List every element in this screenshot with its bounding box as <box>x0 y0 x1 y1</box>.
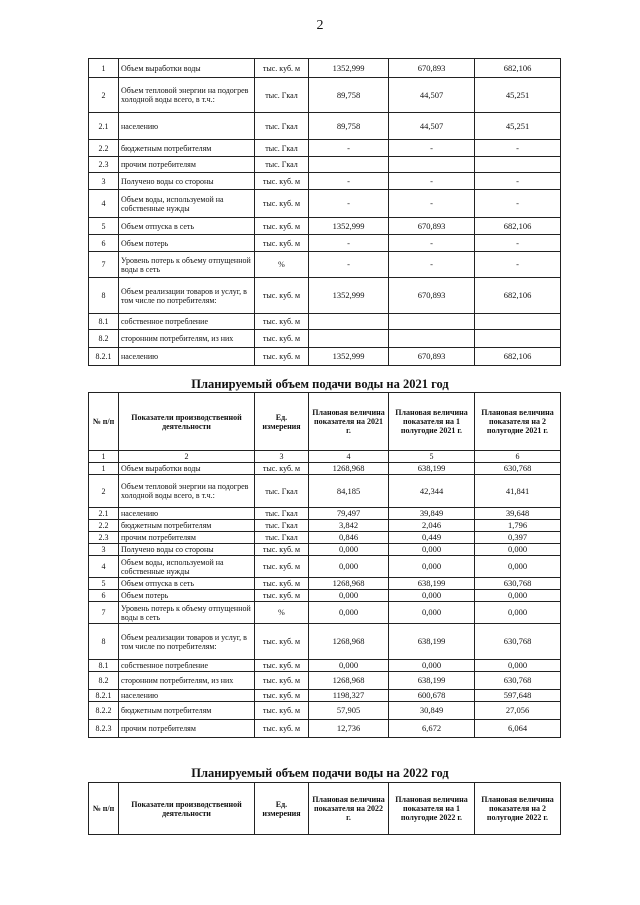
row-value-half1: 638,199 <box>389 578 475 590</box>
row-number: 8.2.3 <box>89 720 119 738</box>
section-title-2021: Планируемый объем подачи воды на 2021 год <box>191 377 449 391</box>
row-value-year: 0,000 <box>309 590 389 602</box>
row-number: 2.1 <box>89 508 119 520</box>
row-indicator-name: Объем отпуска в сеть <box>119 578 255 590</box>
row-indicator-name: бюджетным потребителям <box>119 702 255 720</box>
row-number: 4 <box>89 556 119 578</box>
table-row <box>89 602 561 624</box>
row-indicator-name: Объем воды, используемой на собственные нужды <box>119 190 255 218</box>
row-number: 8 <box>89 278 119 314</box>
row-number: 8.2 <box>89 672 119 690</box>
row-number: 3 <box>89 544 119 556</box>
row-value-half1: - <box>389 140 475 157</box>
row-number: 7 <box>89 602 119 624</box>
table-row <box>89 660 561 672</box>
row-unit: тыс. куб. м <box>255 330 309 348</box>
row-value-half2 <box>475 157 561 173</box>
row-value-half1: 0,000 <box>389 590 475 602</box>
row-unit: тыс. Гкал <box>255 532 309 544</box>
row-value-year <box>309 314 389 330</box>
row-unit: тыс. куб. м <box>255 672 309 690</box>
header-v1: Плановая величина показателя на 2021 г. <box>309 393 389 451</box>
row-value-half2: 0,000 <box>475 556 561 578</box>
row-indicator-name: Объем отпуска в сеть <box>119 218 255 235</box>
row-number: 8.1 <box>89 314 119 330</box>
row-unit: тыс. куб. м <box>255 173 309 190</box>
table-row <box>89 590 561 602</box>
table-body <box>89 59 561 366</box>
row-value-half1: 39,849 <box>389 508 475 520</box>
row-value-year: 3,842 <box>309 520 389 532</box>
table-row <box>89 113 561 140</box>
row-unit: тыс. куб. м <box>255 218 309 235</box>
row-unit: тыс. куб. м <box>255 660 309 672</box>
row-number: 8.2.1 <box>89 690 119 702</box>
table-row <box>89 532 561 544</box>
row-number: 2.3 <box>89 532 119 544</box>
row-indicator-name: Объем тепловой энергии на подогрев холодной воды всего, в т.ч.: <box>119 475 255 508</box>
row-value-half2 <box>475 314 561 330</box>
row-number: 8.2.2 <box>89 702 119 720</box>
row-indicator-name: Объем выработки воды <box>119 59 255 78</box>
row-value-year: 1268,968 <box>309 672 389 690</box>
row-value-half2: 630,768 <box>475 578 561 590</box>
row-number: 5 <box>89 218 119 235</box>
row-unit: тыс. куб. м <box>255 463 309 475</box>
row-value-year: 1352,999 <box>309 348 389 366</box>
row-value-half1: 44,507 <box>389 78 475 113</box>
row-indicator-name: прочим потребителям <box>119 720 255 738</box>
row-number: 2.1 <box>89 113 119 140</box>
row-unit: % <box>255 252 309 278</box>
header-v2: Плановая величина показателя на 1 полугодие 2022 г. <box>389 783 475 835</box>
row-indicator-name: Получено воды со стороны <box>119 173 255 190</box>
table-row <box>89 190 561 218</box>
table-row <box>89 252 561 278</box>
row-value-year <box>309 330 389 348</box>
row-unit: тыс. куб. м <box>255 702 309 720</box>
row-value-half2: - <box>475 190 561 218</box>
row-value-year: 12,736 <box>309 720 389 738</box>
row-value-year: - <box>309 235 389 252</box>
row-value-half1: - <box>389 252 475 278</box>
row-value-year: 89,758 <box>309 113 389 140</box>
row-value-year: 84,185 <box>309 475 389 508</box>
table-row <box>89 348 561 366</box>
row-value-half1 <box>389 330 475 348</box>
row-value-half1: 670,893 <box>389 59 475 78</box>
row-indicator-name: Объем выработки воды <box>119 463 255 475</box>
row-value-half1 <box>389 157 475 173</box>
row-indicator-name: сторонним потребителям, из них <box>119 330 255 348</box>
table-row <box>89 330 561 348</box>
table-row <box>89 78 561 113</box>
table-row <box>89 475 561 508</box>
row-value-half1: 0,000 <box>389 602 475 624</box>
row-value-half2: - <box>475 173 561 190</box>
row-value-half1: 6,672 <box>389 720 475 738</box>
table-row <box>89 672 561 690</box>
table-row <box>89 624 561 660</box>
row-number: 2.2 <box>89 140 119 157</box>
row-value-half2: 630,768 <box>475 463 561 475</box>
table-row <box>89 218 561 235</box>
row-number: 8.2.1 <box>89 348 119 366</box>
table-row <box>89 556 561 578</box>
header-unit: Ед. измерения <box>255 783 309 835</box>
row-value-half1: - <box>389 173 475 190</box>
row-number: 1 <box>89 463 119 475</box>
row-value-half2: 45,251 <box>475 78 561 113</box>
row-number: 8 <box>89 624 119 660</box>
row-unit: тыс. Гкал <box>255 508 309 520</box>
row-value-half2: 597,648 <box>475 690 561 702</box>
row-number: 6 <box>89 590 119 602</box>
row-value-half1: - <box>389 235 475 252</box>
header-name: Показатели производственной деятельности <box>119 783 255 835</box>
row-value-year: 1268,968 <box>309 463 389 475</box>
row-value-half2: 682,106 <box>475 218 561 235</box>
row-indicator-name: населению <box>119 508 255 520</box>
row-unit: тыс. куб. м <box>255 59 309 78</box>
row-number: 2.2 <box>89 520 119 532</box>
row-value-half2: 630,768 <box>475 672 561 690</box>
row-indicator-name: бюджетным потребителям <box>119 520 255 532</box>
row-number: 6 <box>89 235 119 252</box>
row-number: 5 <box>89 578 119 590</box>
row-unit: тыс. куб. м <box>255 190 309 218</box>
row-value-half2: - <box>475 252 561 278</box>
header-name: Показатели производственной деятельности <box>119 393 255 451</box>
table-row <box>89 59 561 78</box>
row-indicator-name: Объем потерь <box>119 590 255 602</box>
row-value-half2: 39,648 <box>475 508 561 520</box>
table-row <box>89 508 561 520</box>
row-number: 1 <box>89 59 119 78</box>
row-unit: тыс. куб. м <box>255 556 309 578</box>
row-value-half1: 638,199 <box>389 463 475 475</box>
row-value-year: 0,000 <box>309 544 389 556</box>
row-value-year: - <box>309 252 389 278</box>
table-row <box>89 463 561 475</box>
table-row <box>89 578 561 590</box>
row-value-half2: 682,106 <box>475 59 561 78</box>
col-number: 6 <box>475 451 561 463</box>
table-row <box>89 520 561 532</box>
row-value-half2: 45,251 <box>475 113 561 140</box>
table-row <box>89 702 561 720</box>
row-number: 4 <box>89 190 119 218</box>
row-number: 7 <box>89 252 119 278</box>
row-value-half1: 30,849 <box>389 702 475 720</box>
table-body <box>89 463 561 738</box>
row-value-year: 1352,999 <box>309 59 389 78</box>
row-value-year: 1268,968 <box>309 578 389 590</box>
col-number: 5 <box>389 451 475 463</box>
row-value-half2: 0,000 <box>475 544 561 556</box>
table-row <box>89 544 561 556</box>
row-value-half2: 6,064 <box>475 720 561 738</box>
row-unit: тыс. куб. м <box>255 720 309 738</box>
row-value-half2: - <box>475 140 561 157</box>
row-indicator-name: Уровень потерь к объему отпущенной воды в сеть <box>119 602 255 624</box>
row-indicator-name: прочим потребителям <box>119 532 255 544</box>
row-value-half1: 0,000 <box>389 660 475 672</box>
header-v2: Плановая величина показателя на 1 полугодие 2021 г. <box>389 393 475 451</box>
row-value-half2: - <box>475 235 561 252</box>
row-value-year: 0,000 <box>309 556 389 578</box>
row-indicator-name: населению <box>119 690 255 702</box>
row-unit: тыс. Гкал <box>255 113 309 140</box>
row-value-half1: 600,678 <box>389 690 475 702</box>
row-number: 2 <box>89 78 119 113</box>
row-indicator-name: населению <box>119 113 255 140</box>
row-value-half1: 670,893 <box>389 278 475 314</box>
row-value-half1: 0,000 <box>389 544 475 556</box>
table-header-row <box>89 783 561 835</box>
row-unit: тыс. куб. м <box>255 578 309 590</box>
row-unit: тыс. Гкал <box>255 140 309 157</box>
row-indicator-name: собственное потребление <box>119 660 255 672</box>
row-value-half2: 0,000 <box>475 590 561 602</box>
row-unit: тыс. куб. м <box>255 314 309 330</box>
row-indicator-name: собственное потребление <box>119 314 255 330</box>
row-indicator-name: Уровень потерь к объему отпущенной воды в сеть <box>119 252 255 278</box>
row-number: 8.2 <box>89 330 119 348</box>
row-value-half2: 682,106 <box>475 278 561 314</box>
section-title-2022: Планируемый объем подачи воды на 2022 год <box>191 766 449 780</box>
row-value-half1: 2,046 <box>389 520 475 532</box>
row-indicator-name: Объем реализации товаров и услуг, в том числе по потребителям: <box>119 278 255 314</box>
row-value-half1 <box>389 314 475 330</box>
row-value-half2: 682,106 <box>475 348 561 366</box>
table-row <box>89 278 561 314</box>
row-number: 2 <box>89 475 119 508</box>
row-indicator-name: Объем воды, используемой на собственные нужды <box>119 556 255 578</box>
row-value-year: 0,000 <box>309 602 389 624</box>
row-unit: тыс. куб. м <box>255 235 309 252</box>
row-value-half1: 638,199 <box>389 672 475 690</box>
table-row <box>89 235 561 252</box>
row-value-half1: - <box>389 190 475 218</box>
row-unit: тыс. Гкал <box>255 78 309 113</box>
col-number: 4 <box>309 451 389 463</box>
row-value-year: 57,905 <box>309 702 389 720</box>
row-value-year: 1198,327 <box>309 690 389 702</box>
column-number-row <box>89 451 561 463</box>
row-indicator-name: прочим потребителям <box>119 157 255 173</box>
header-v3: Плановая величина показателя на 2 полугодие 2022 г. <box>475 783 561 835</box>
row-value-year: 79,497 <box>309 508 389 520</box>
row-unit: тыс. куб. м <box>255 544 309 556</box>
row-unit: тыс. куб. м <box>255 690 309 702</box>
row-indicator-name: Получено воды со стороны <box>119 544 255 556</box>
header-v1: Плановая величина показателя на 2022 г. <box>309 783 389 835</box>
header-num: № п/п <box>89 393 119 451</box>
table-2021 <box>88 392 561 738</box>
row-indicator-name: бюджетным потребителям <box>119 140 255 157</box>
col-number: 1 <box>89 451 119 463</box>
row-unit: тыс. куб. м <box>255 624 309 660</box>
row-unit: тыс. куб. м <box>255 590 309 602</box>
row-number: 2.3 <box>89 157 119 173</box>
row-value-half2 <box>475 330 561 348</box>
row-unit: тыс. куб. м <box>255 348 309 366</box>
row-value-year: - <box>309 140 389 157</box>
row-value-half2: 0,000 <box>475 602 561 624</box>
row-value-half1: 0,449 <box>389 532 475 544</box>
row-unit: тыс. Гкал <box>255 520 309 532</box>
table-row <box>89 140 561 157</box>
row-indicator-name: Объем потерь <box>119 235 255 252</box>
row-unit: тыс. Гкал <box>255 475 309 508</box>
row-unit: % <box>255 602 309 624</box>
row-unit: тыс. Гкал <box>255 157 309 173</box>
table-row <box>89 314 561 330</box>
row-indicator-name: сторонним потребителям, из них <box>119 672 255 690</box>
row-value-year: 1268,968 <box>309 624 389 660</box>
table-row <box>89 690 561 702</box>
row-value-year: - <box>309 190 389 218</box>
row-value-half1: 0,000 <box>389 556 475 578</box>
row-value-year: 0,000 <box>309 660 389 672</box>
row-value-year: - <box>309 173 389 190</box>
row-value-year: 1352,999 <box>309 278 389 314</box>
row-indicator-name: населению <box>119 348 255 366</box>
table-row <box>89 173 561 190</box>
row-value-year <box>309 157 389 173</box>
row-value-half1: 670,893 <box>389 348 475 366</box>
row-value-year: 89,758 <box>309 78 389 113</box>
row-value-half2: 0,000 <box>475 660 561 672</box>
col-number: 3 <box>255 451 309 463</box>
row-value-half1: 638,199 <box>389 624 475 660</box>
table-2022 <box>88 782 561 835</box>
row-value-half2: 27,056 <box>475 702 561 720</box>
header-unit: Ед. измерения <box>255 393 309 451</box>
row-number: 3 <box>89 173 119 190</box>
row-value-half2: 41,841 <box>475 475 561 508</box>
row-value-half1: 42,344 <box>389 475 475 508</box>
row-value-half1: 44,507 <box>389 113 475 140</box>
table-row <box>89 157 561 173</box>
row-unit: тыс. куб. м <box>255 278 309 314</box>
table-row <box>89 720 561 738</box>
table-header-row <box>89 393 561 451</box>
row-indicator-name: Объем реализации товаров и услуг, в том числе по потребителям: <box>119 624 255 660</box>
row-value-half2: 630,768 <box>475 624 561 660</box>
row-value-year: 1352,999 <box>309 218 389 235</box>
row-indicator-name: Объем тепловой энергии на подогрев холодной воды всего, в т.ч.: <box>119 78 255 113</box>
page-number: 2 <box>316 18 324 33</box>
table-2020-continuation <box>88 58 561 366</box>
row-value-half1: 670,893 <box>389 218 475 235</box>
header-v3: Плановая величина показателя на 2 полугодие 2021 г. <box>475 393 561 451</box>
row-number: 8.1 <box>89 660 119 672</box>
col-number: 2 <box>119 451 255 463</box>
header-num: № п/п <box>89 783 119 835</box>
row-value-half2: 0,397 <box>475 532 561 544</box>
row-value-half2: 1,796 <box>475 520 561 532</box>
row-value-year: 0,846 <box>309 532 389 544</box>
